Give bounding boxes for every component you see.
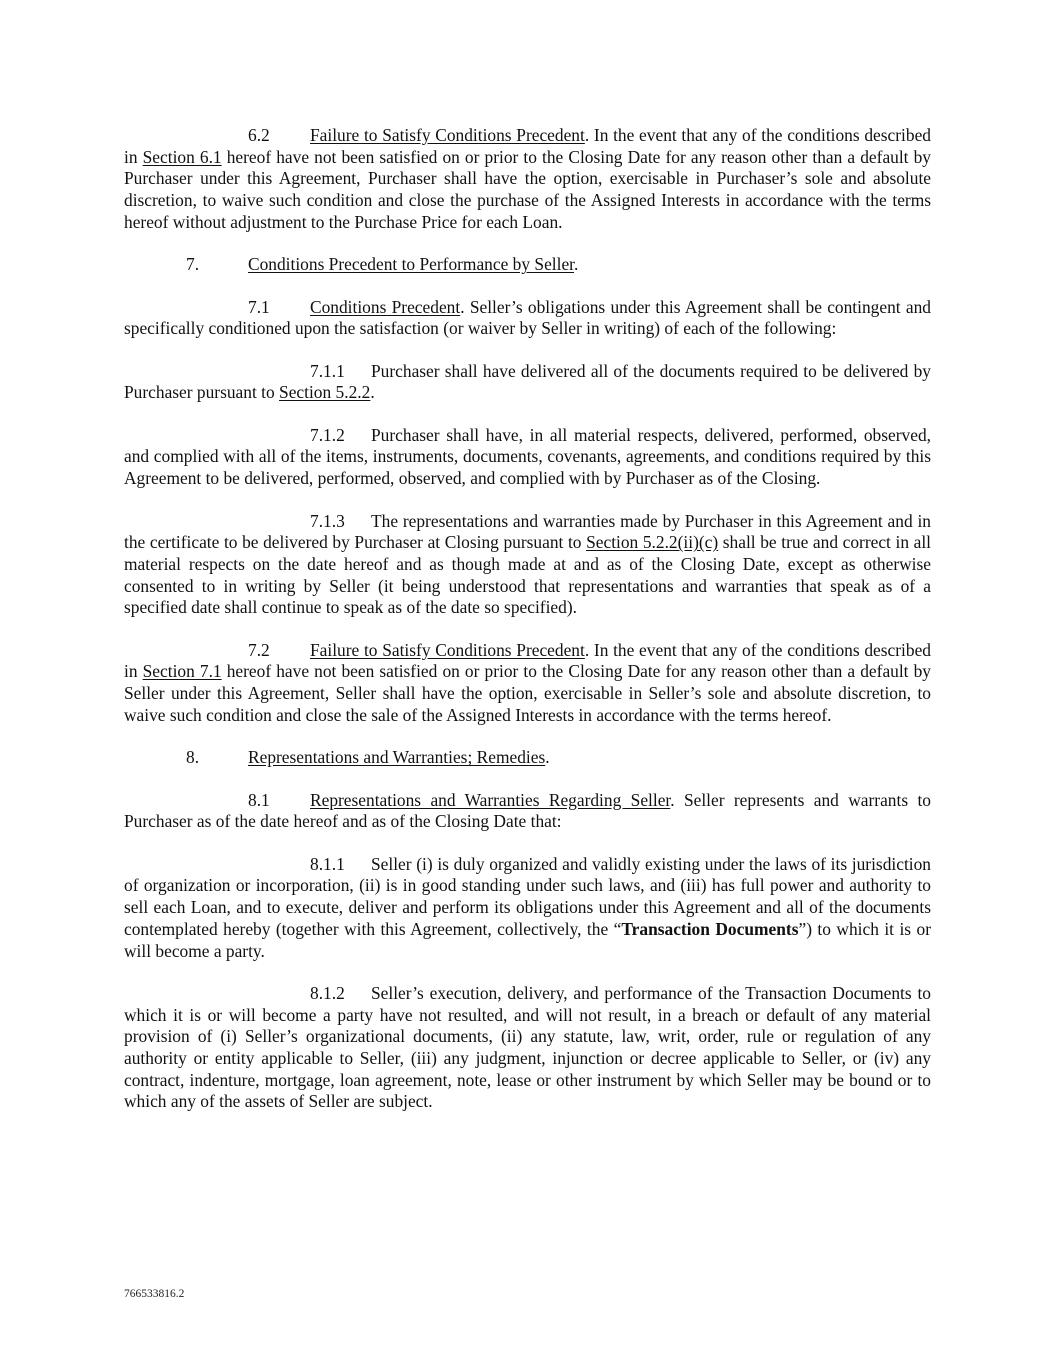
section-7-1-1-paragraph: 7.1.1 Purchaser shall have delivered all of the documents required to be delivered by Purchaser pursuant to Section 5.2.2. xyxy=(124,360,931,403)
section-8-1-paragraph: 8.1 Representations and Warranties Regarding Seller. Seller represents and warrants to Purchaser as of the date hereof and as of the Closing Date that: xyxy=(124,789,931,832)
section-number: 7.1.2 xyxy=(310,424,345,445)
section-number: 7.2 xyxy=(248,639,270,660)
section-number: 8.1 xyxy=(248,789,270,810)
section-heading: Conditions Precedent xyxy=(310,296,461,317)
section-8-1-1-paragraph: 8.1.1 Seller (i) is duly organized and validly existing under the laws of its jurisdiction of organization or incorporation, (ii) is in good standing under such laws, and (iii) has full power and authority to sell each Loan, and to execute, deliver and perform its obligations under this Agreement and all of the documents contemplated hereby (together with this Agreement, collectively, the “Transaction Documents”) to which it is or will become a party. xyxy=(124,853,932,961)
cross-reference-link[interactable]: Section 6.1 xyxy=(142,146,222,167)
section-number: 7.1.3 xyxy=(310,510,345,531)
section-number: 7.1.1 xyxy=(310,360,345,381)
section-heading: Representations and Warranties; Remedies xyxy=(248,747,546,768)
section-7-heading: 7. Conditions Precedent to Performance by Seller. xyxy=(186,254,579,275)
section-heading: Conditions Precedent to Performance by Seller xyxy=(248,254,574,275)
section-8-heading: 8. Representations and Warranties; Remedies. xyxy=(186,747,550,768)
section-number: 8.1.2 xyxy=(310,982,345,1003)
section-6-2-paragraph: 6.2 Failure to Satisfy Conditions Precedent. In the event that any of the conditions described in Section 6.1 hereof have not been satisfied on or prior to the Closing Date for any reason other than a default by Purchaser under this Agreement, Purchaser shall have the option, exercisable in Purchaser’s sole and absolute discretion, to waive such condition and close the purchase of the Assigned Interests in accordance with the terms hereof without adjustment to the Purchase Price for each Loan. xyxy=(124,125,932,232)
section-7-2-paragraph: 7.2 Failure to Satisfy Conditions Precedent. In the event that any of the conditions described in Section 7.1 hereof have not been satisfied on or prior to the Closing Date for any reason other than a default by Seller under this Agreement, Seller shall have the option, exercisable in Seller’s sole and absolute discretion, to waive such condition and close the sale of the Assigned Interests in accordance with the terms hereof. xyxy=(124,639,932,725)
section-number: 7.1 xyxy=(248,296,270,317)
section-7-1-2-paragraph: 7.1.2 Purchaser shall have, in all material respects, delivered, performed, observed, and complied with all of the items, instruments, documents, covenants, agreements, and conditions required by this Agreement to be delivered, performed, observed, and complied with by Purchaser as of the Closing. xyxy=(124,424,931,489)
section-heading: Failure to Satisfy Conditions Precedent xyxy=(310,639,585,660)
section-heading: Representations and Warranties Regarding Seller xyxy=(310,789,671,810)
document-footer-id: 766533816.2 xyxy=(124,1288,185,1300)
document-body xyxy=(124,125,931,1134)
cross-reference-link[interactable]: Section 5.2.2(ii)(c) xyxy=(586,532,719,553)
section-8-1-2-paragraph: 8.1.2 Seller’s execution, delivery, and performance of the Transaction Documents to which it is or will become a party have not resulted, and will not result, in a breach or default of any material provision of (i) Seller’s organizational documents, (ii) any statute, law, writ, order, rule or regulation of any authority or entity applicable to Seller, (iii) any judgment, injunction or decree applicable to Seller, or (iv) any contract, indenture, mortgage, loan agreement, note, lease or other instrument by which Seller may be bound or to which any of the assets of Seller are subject. xyxy=(124,982,931,1112)
section-heading: Failure to Satisfy Conditions Precedent xyxy=(310,125,585,145)
section-number: 7. xyxy=(186,254,200,275)
cross-reference-link[interactable]: Section 7.1 xyxy=(142,661,222,682)
section-7-1-3-paragraph: 7.1.3 The representations and warranties made by Purchaser in this Agreement and in the certificate to be delivered by Purchaser at Closing pursuant to Section 5.2.2(ii)(c) shall be true and correct in all material respects on the date hereof and as though made at and as of the Closing Date, except as otherwise consented to in writing by Seller (it being understood that representations and warranties that speak as of a specified date shall continue to speak as of the date so specified). xyxy=(124,510,931,618)
section-7-1-paragraph: 7.1 Conditions Precedent. Seller’s obligations under this Agreement shall be contingent and specifically conditioned upon the satisfaction (or waiver by Seller in writing) of each of the following: xyxy=(124,296,931,339)
section-number: 6.2 xyxy=(248,125,270,145)
cross-reference-link[interactable]: Section 5.2.2 xyxy=(279,382,371,403)
section-number: 8. xyxy=(186,747,200,768)
defined-term: Transaction Documents xyxy=(621,918,799,939)
section-number: 8.1.1 xyxy=(310,853,345,874)
